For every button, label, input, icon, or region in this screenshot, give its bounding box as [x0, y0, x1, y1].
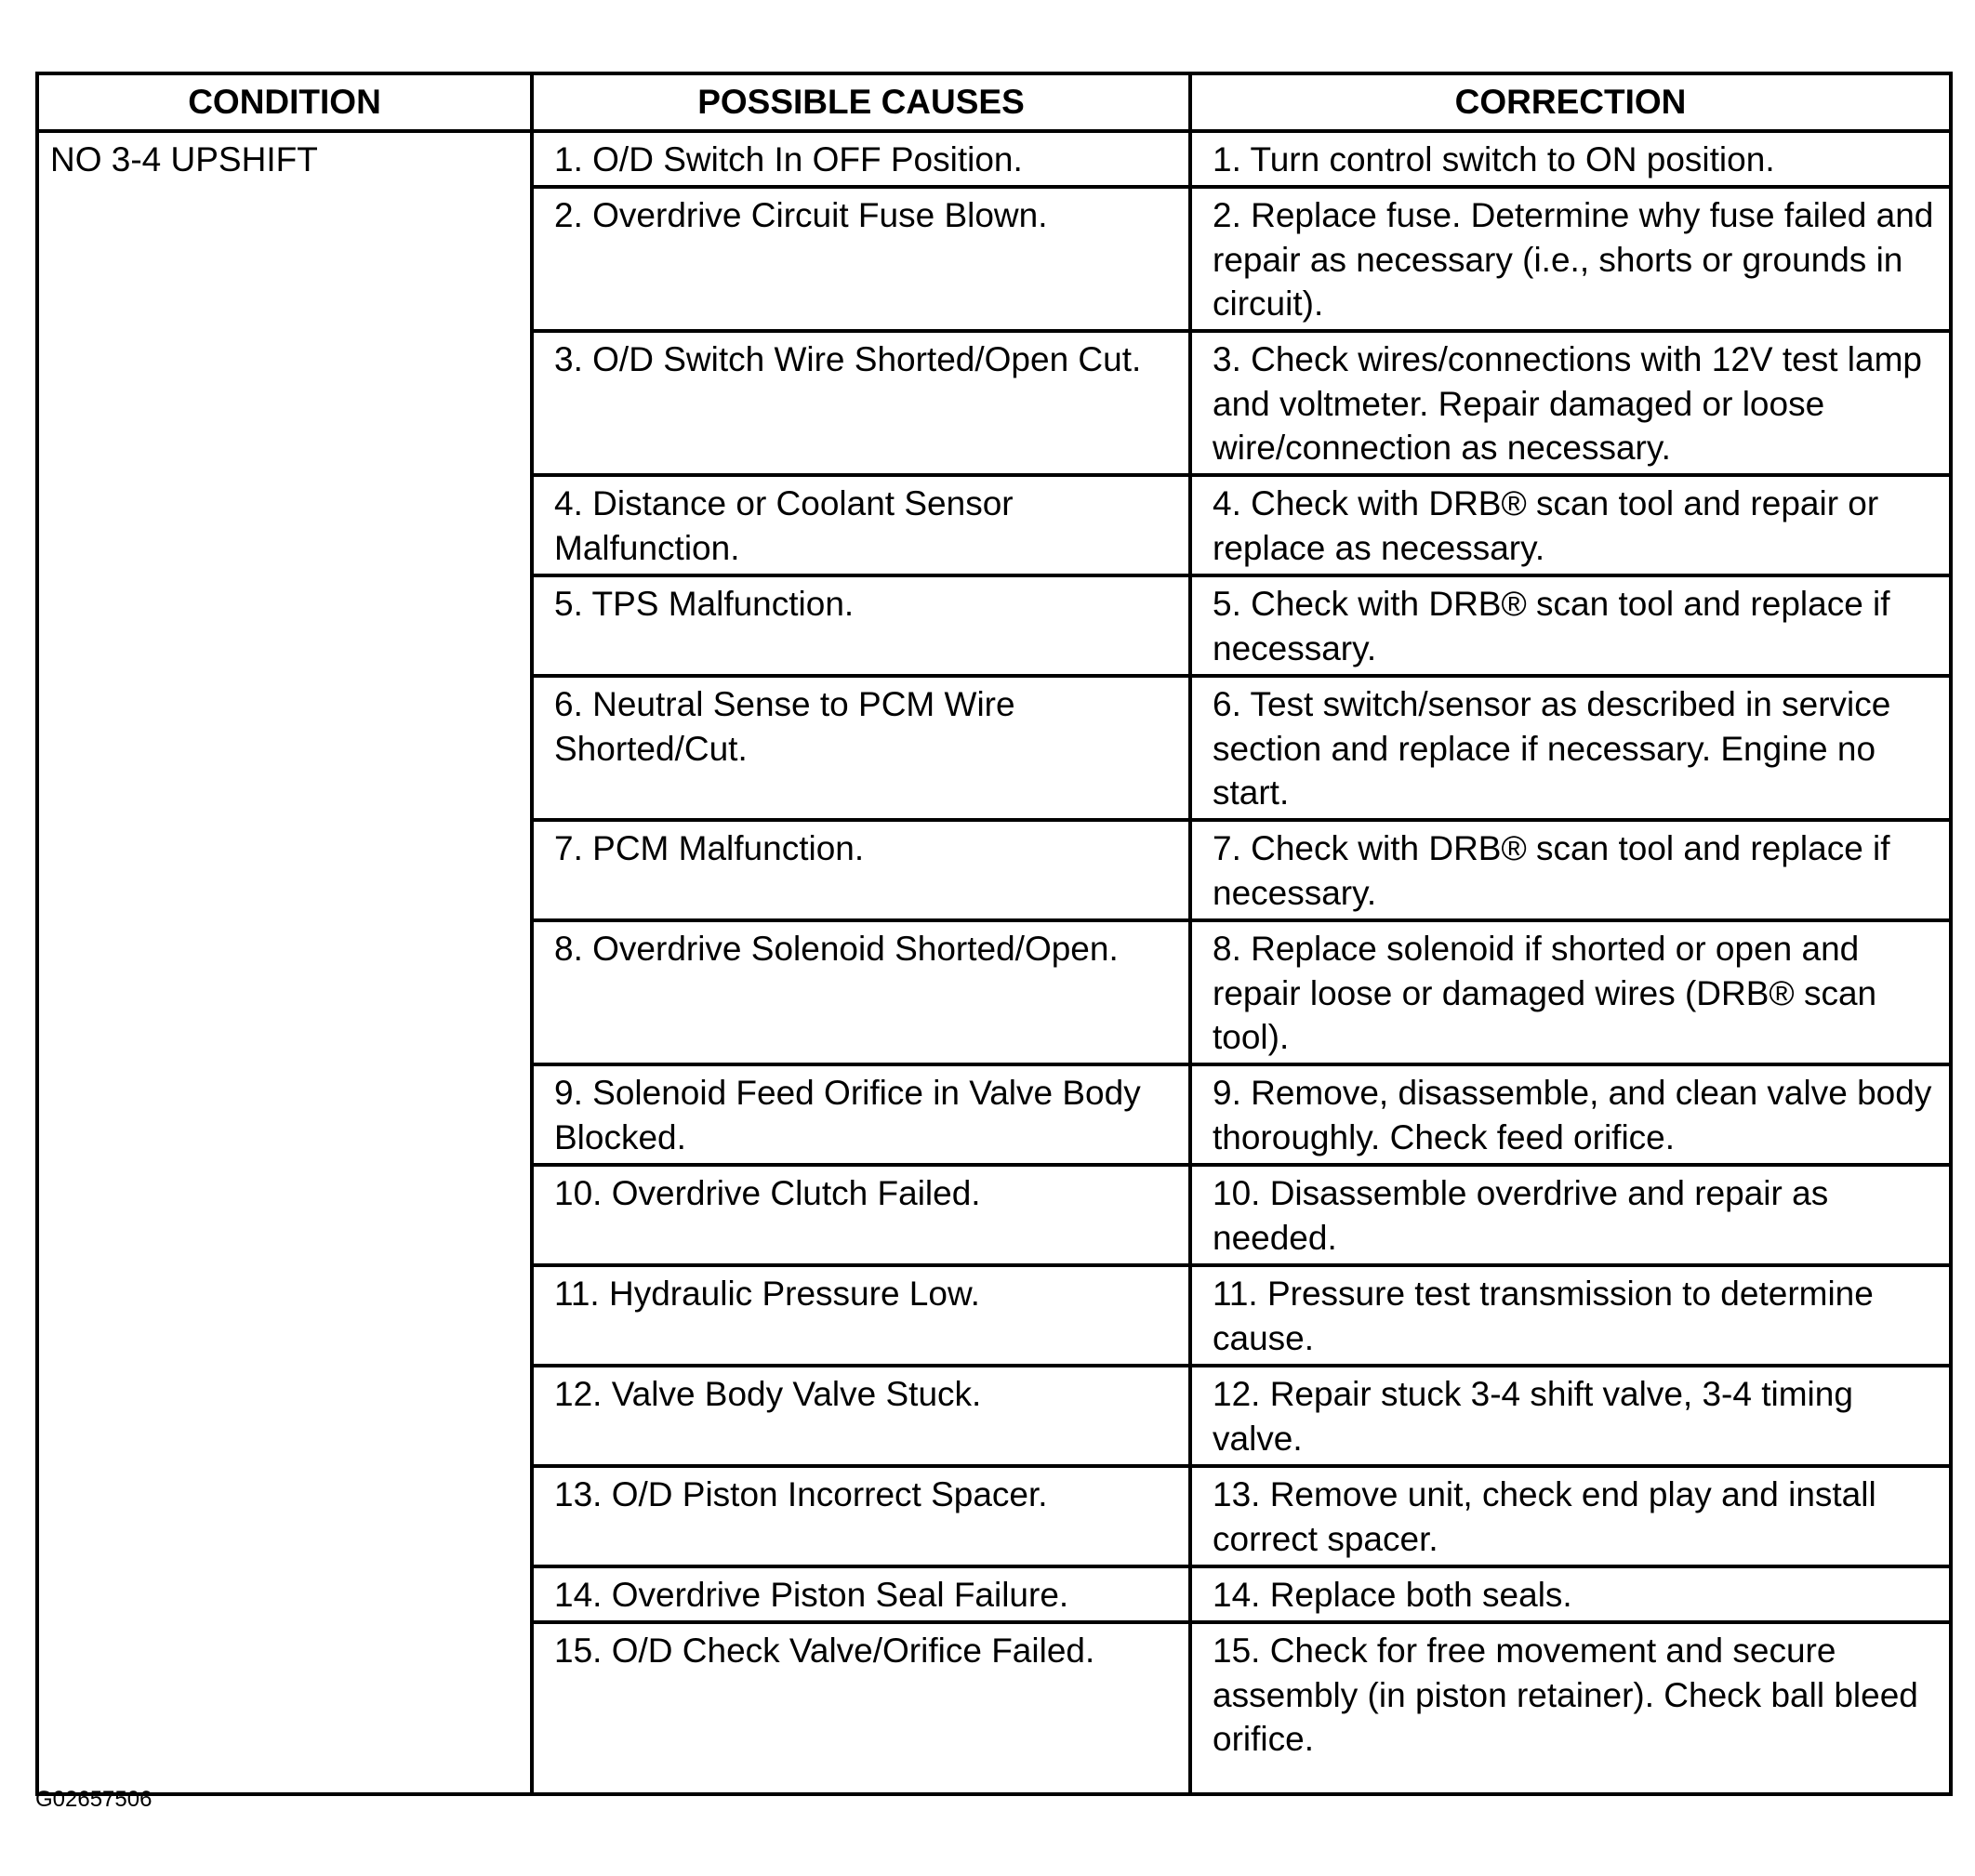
- cause-cell: 4. Distance or Coolant Sensor Malfunction.: [532, 475, 1190, 575]
- correction-header: CORRECTION: [1190, 73, 1951, 131]
- correction-cell: 13. Remove unit, check end play and install correct spacer.: [1190, 1466, 1951, 1566]
- condition-header: CONDITION: [37, 73, 532, 131]
- possible-causes-header: POSSIBLE CAUSES: [532, 73, 1190, 131]
- correction-cell: 12. Repair stuck 3-4 shift valve, 3-4 timing valve.: [1190, 1366, 1951, 1466]
- correction-cell: 6. Test switch/sensor as described in service section and replace if necessary. Engine no start.: [1190, 676, 1951, 820]
- figure-code: G02657506: [35, 1787, 152, 1812]
- condition-cell: NO 3-4 UPSHIFT: [37, 131, 532, 1794]
- cause-cell: 5. TPS Malfunction.: [532, 575, 1190, 676]
- diagnosis-table: [35, 72, 1953, 1796]
- cause-cell: 14. Overdrive Piston Seal Failure.: [532, 1566, 1190, 1622]
- cause-cell: 13. O/D Piston Incorrect Spacer.: [532, 1466, 1190, 1566]
- correction-cell: 2. Replace fuse. Determine why fuse failed and repair as necessary (i.e., shorts or grounds in circuit).: [1190, 187, 1951, 331]
- cause-cell: 7. PCM Malfunction.: [532, 820, 1190, 920]
- correction-cell: 1. Turn control switch to ON position.: [1190, 131, 1951, 187]
- cause-cell: 8. Overdrive Solenoid Shorted/Open.: [532, 920, 1190, 1064]
- cause-cell: 11. Hydraulic Pressure Low.: [532, 1265, 1190, 1366]
- correction-cell: 10. Disassemble overdrive and repair as needed.: [1190, 1165, 1951, 1265]
- correction-cell: 4. Check with DRB® scan tool and repair or replace as necessary.: [1190, 475, 1951, 575]
- cause-cell: 12. Valve Body Valve Stuck.: [532, 1366, 1190, 1466]
- cause-cell: 2. Overdrive Circuit Fuse Blown.: [532, 187, 1190, 331]
- correction-cell: 5. Check with DRB® scan tool and replace if necessary.: [1190, 575, 1951, 676]
- correction-cell: 14. Replace both seals.: [1190, 1566, 1951, 1622]
- cause-cell: 1. O/D Switch In OFF Position.: [532, 131, 1190, 187]
- correction-cell: 9. Remove, disassemble, and clean valve body thoroughly. Check feed orifice.: [1190, 1064, 1951, 1165]
- correction-cell: 11. Pressure test transmission to determine cause.: [1190, 1265, 1951, 1366]
- table-row: [37, 131, 1951, 187]
- cause-cell: 15. O/D Check Valve/Orifice Failed.: [532, 1622, 1190, 1794]
- cause-cell: 10. Overdrive Clutch Failed.: [532, 1165, 1190, 1265]
- header-row: [37, 73, 1951, 131]
- cause-cell: 6. Neutral Sense to PCM Wire Shorted/Cut.: [532, 676, 1190, 820]
- correction-cell: 15. Check for free movement and secure assembly (in piston retainer). Check ball bleed orifice.: [1190, 1622, 1951, 1794]
- correction-cell: 8. Replace solenoid if shorted or open and repair loose or damaged wires (DRB® scan tool).: [1190, 920, 1951, 1064]
- cause-cell: 3. O/D Switch Wire Shorted/Open Cut.: [532, 331, 1190, 475]
- cause-cell: 9. Solenoid Feed Orifice in Valve Body Blocked.: [532, 1064, 1190, 1165]
- correction-cell: 7. Check with DRB® scan tool and replace if necessary.: [1190, 820, 1951, 920]
- correction-cell: 3. Check wires/connections with 12V test lamp and voltmeter. Repair damaged or loose wire/connection as necessary.: [1190, 331, 1951, 475]
